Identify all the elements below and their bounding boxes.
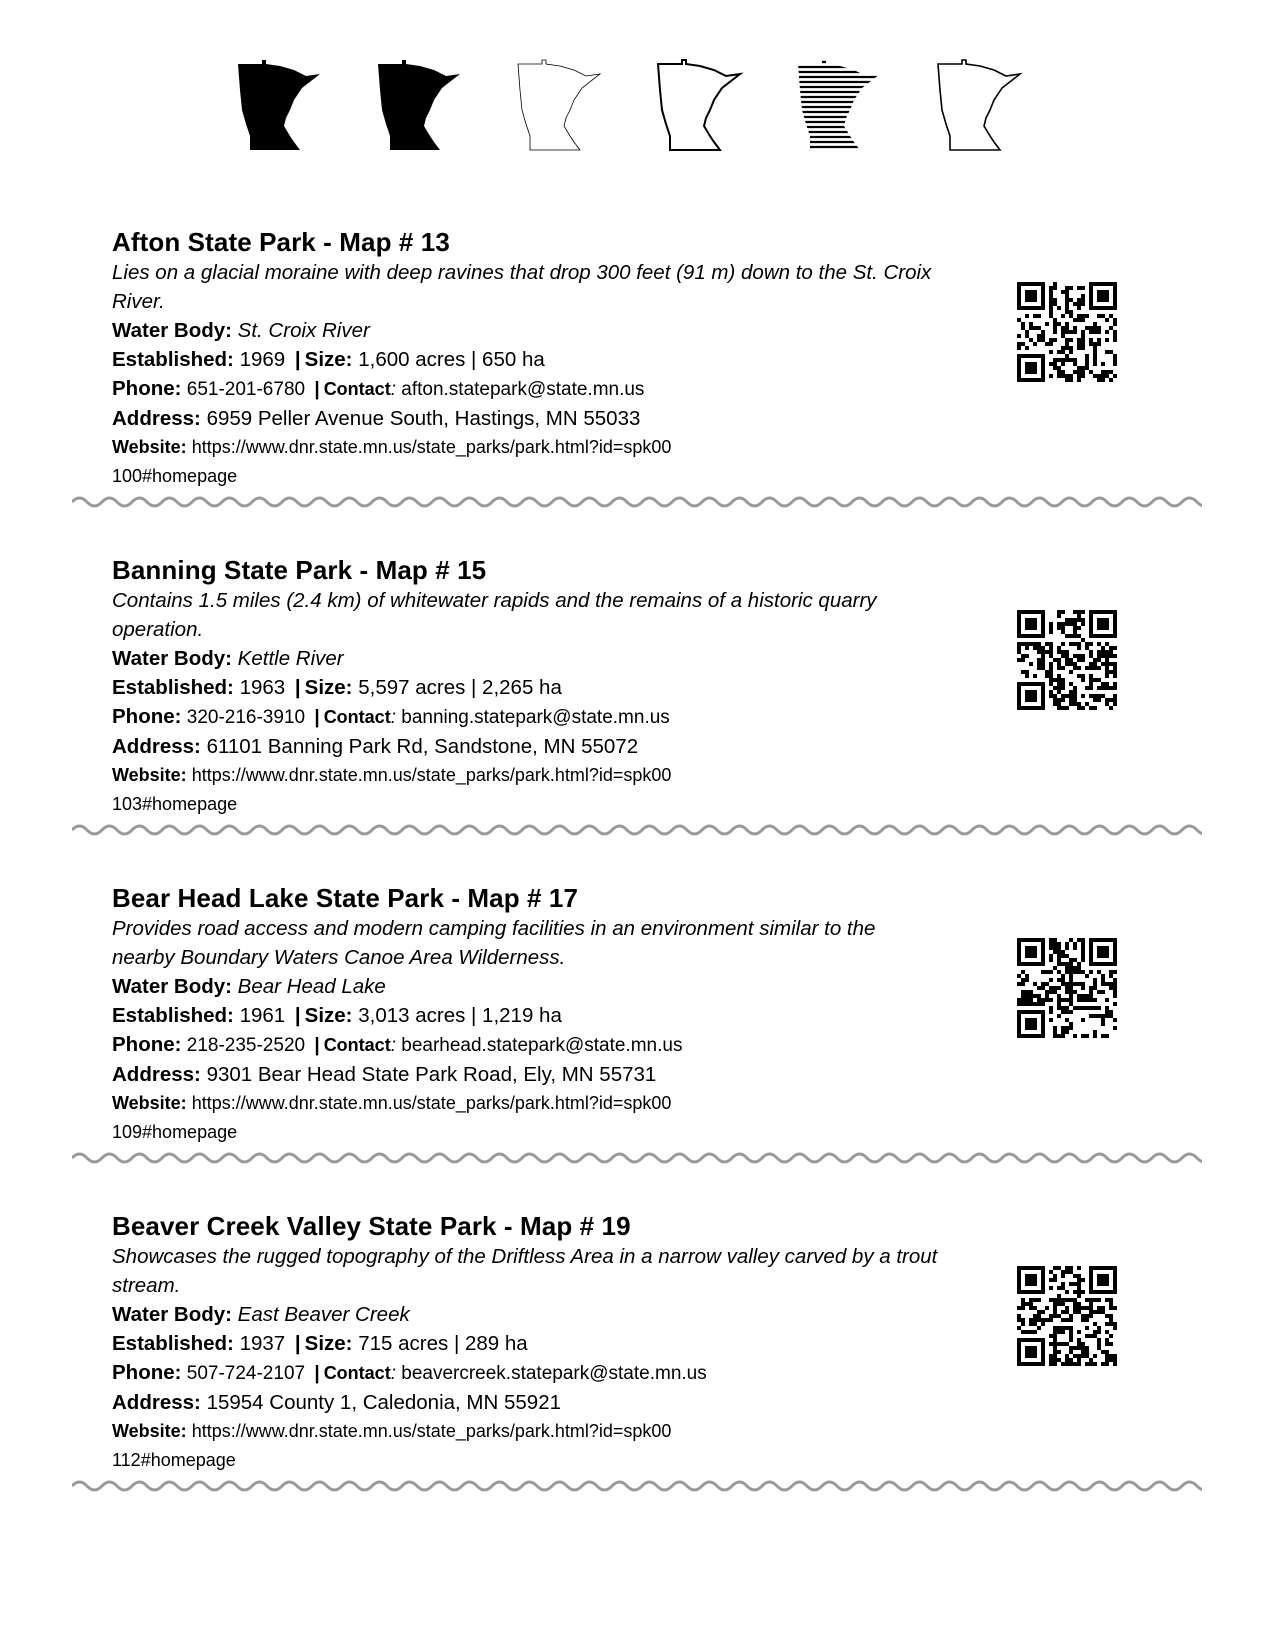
address-row xyxy=(112,732,1122,761)
website-link[interactable]: https://www.dnr.state.mn.us/state_parks/park.html?id=spk00103#homepage xyxy=(112,765,672,814)
park-title: Banning State Park - Map # 15 xyxy=(112,555,487,585)
water-body-value: St. Croix River xyxy=(237,319,370,342)
phone-value: 507-724-2107 xyxy=(186,1363,306,1384)
water-body-row xyxy=(112,972,1122,1001)
address-row xyxy=(112,404,1122,433)
minnesota-striped-icon xyxy=(796,50,896,160)
minnesota-outline-icon xyxy=(936,50,1036,160)
address-value: 6959 Peller Avenue South, Hastings, MN 55033 xyxy=(206,407,641,430)
contact-email-link[interactable]: beavercreek.statepark@state.mn.us xyxy=(401,1363,707,1384)
phone-label: Phone: xyxy=(112,1361,182,1384)
address-label: Address: xyxy=(112,407,201,430)
water-body-value: East Beaver Creek xyxy=(237,1303,410,1326)
size-label: Size: xyxy=(304,676,353,699)
contact-label: Contact xyxy=(323,379,391,399)
wave-divider xyxy=(72,1148,1202,1168)
established-label: Established: xyxy=(112,348,234,371)
water-body-value: Kettle River xyxy=(237,647,344,670)
phone-row: Phone: 218-235-2520 | Contact: bearhead.statepark@state.mn.us xyxy=(112,1033,683,1056)
contact-label: Contact xyxy=(323,707,391,727)
qr-code-icon xyxy=(1017,938,1117,1038)
phone-value: 218-235-2520 xyxy=(186,1035,306,1056)
water-body-row xyxy=(112,316,1122,345)
contact-email-link[interactable]: bearhead.statepark@state.mn.us xyxy=(401,1035,683,1056)
separator: | xyxy=(314,379,320,400)
water-body-label: Water Body: xyxy=(112,975,232,998)
phone-value: 320-216-3910 xyxy=(186,707,306,728)
established-label: Established: xyxy=(112,1332,234,1355)
size-value: 3,013 acres | 1,219 ha xyxy=(358,1004,562,1027)
established-row xyxy=(112,1001,1122,1030)
wave-divider xyxy=(72,1476,1202,1496)
website-row xyxy=(112,1417,672,1475)
phone-label: Phone: xyxy=(112,377,182,400)
size-label: Size: xyxy=(304,348,353,371)
website-link[interactable]: https://www.dnr.state.mn.us/state_parks/park.html?id=spk00100#homepage xyxy=(112,437,672,486)
size-label: Size: xyxy=(304,1004,353,1027)
phone-label: Phone: xyxy=(112,705,182,728)
water-body-label: Water Body: xyxy=(112,647,232,670)
address-label: Address: xyxy=(112,735,201,758)
website-link[interactable]: https://www.dnr.state.mn.us/state_parks/park.html?id=spk00112#homepage xyxy=(112,1421,672,1470)
phone-row: Phone: 507-724-2107 | Contact: beavercreek.statepark@state.mn.us xyxy=(112,1361,707,1384)
established-value: 1963 xyxy=(239,676,286,699)
qr-code[interactable] xyxy=(1017,610,1117,710)
minnesota-solid-icon xyxy=(236,50,336,160)
separator: | xyxy=(294,676,301,699)
qr-code[interactable] xyxy=(1017,1266,1117,1366)
qr-code[interactable] xyxy=(1017,938,1117,1038)
established-row xyxy=(112,1329,1122,1358)
qr-code[interactable] xyxy=(1017,282,1117,382)
established-row xyxy=(112,345,1122,374)
address-row xyxy=(112,1060,1122,1089)
wave-divider xyxy=(72,492,1202,512)
qr-code-icon xyxy=(1017,1266,1117,1366)
phone-row: Phone: 320-216-3910 | Contact: banning.statepark@state.mn.us xyxy=(112,705,670,728)
water-body-row xyxy=(112,1300,1122,1329)
website-link[interactable]: https://www.dnr.state.mn.us/state_parks/park.html?id=spk00109#homepage xyxy=(112,1093,672,1142)
park-description: Provides road access and modern camping facilities in an environment similar to the nearby Boundary Waters Canoe Area Wilderness. xyxy=(112,917,876,969)
park-description: Lies on a glacial moraine with deep ravines that drop 300 feet (91 m) down to the St. Croix River. xyxy=(112,261,932,313)
header-icons xyxy=(236,50,1036,160)
water-body-value: Bear Head Lake xyxy=(237,975,386,998)
water-body-label: Water Body: xyxy=(112,1303,232,1326)
size-label: Size: xyxy=(304,1332,353,1355)
separator: | xyxy=(294,1332,301,1355)
wave-divider xyxy=(72,820,1202,840)
website-label: Website: xyxy=(112,765,187,785)
phone-value: 651-201-6780 xyxy=(186,379,306,400)
separator: | xyxy=(314,1035,320,1056)
established-value: 1969 xyxy=(239,348,286,371)
established-row xyxy=(112,673,1122,702)
minnesota-solid-icon xyxy=(376,50,476,160)
website-label: Website: xyxy=(112,1421,187,1441)
address-value: 15954 County 1, Caledonia, MN 55921 xyxy=(206,1391,561,1414)
size-value: 1,600 acres | 650 ha xyxy=(358,348,545,371)
phone-label: Phone: xyxy=(112,1033,182,1056)
water-body-row xyxy=(112,644,1122,673)
size-value: 715 acres | 289 ha xyxy=(358,1332,528,1355)
established-value: 1961 xyxy=(239,1004,286,1027)
separator: | xyxy=(314,1363,320,1384)
established-label: Established: xyxy=(112,676,234,699)
park-entry xyxy=(112,226,1122,486)
established-label: Established: xyxy=(112,1004,234,1027)
park-entry xyxy=(112,1210,1122,1470)
qr-code-icon xyxy=(1017,282,1117,382)
park-description: Contains 1.5 miles (2.4 km) of whitewater rapids and the remains of a historic quarry operation. xyxy=(112,589,877,641)
website-row xyxy=(112,761,672,819)
separator: | xyxy=(294,1004,301,1027)
established-value: 1937 xyxy=(239,1332,286,1355)
minnesota-thin-outline-icon xyxy=(516,50,616,160)
separator: | xyxy=(294,348,301,371)
address-value: 61101 Banning Park Rd, Sandstone, MN 55072 xyxy=(206,735,639,758)
park-entry xyxy=(112,554,1122,814)
park-description: Showcases the rugged topography of the Driftless Area in a narrow valley carved by a trout stream. xyxy=(112,1245,938,1297)
address-label: Address: xyxy=(112,1391,201,1414)
qr-code-icon xyxy=(1017,610,1117,710)
phone-row: Phone: 651-201-6780 | Contact: afton.statepark@state.mn.us xyxy=(112,377,645,400)
contact-label: Contact xyxy=(323,1363,391,1383)
park-entry xyxy=(112,882,1122,1142)
contact-label: Contact xyxy=(323,1035,391,1055)
size-value: 5,597 acres | 2,265 ha xyxy=(358,676,562,699)
website-label: Website: xyxy=(112,437,187,457)
address-label: Address: xyxy=(112,1063,201,1086)
separator: | xyxy=(314,707,320,728)
contact-email-link[interactable]: afton.statepark@state.mn.us xyxy=(401,379,645,400)
contact-email-link[interactable]: banning.statepark@state.mn.us xyxy=(401,707,670,728)
park-title: Bear Head Lake State Park - Map # 17 xyxy=(112,883,579,913)
website-row xyxy=(112,1089,672,1147)
water-body-label: Water Body: xyxy=(112,319,232,342)
park-title: Afton State Park - Map # 13 xyxy=(112,227,450,257)
website-label: Website: xyxy=(112,1093,187,1113)
website-row xyxy=(112,433,672,491)
park-title: Beaver Creek Valley State Park - Map # 19 xyxy=(112,1211,631,1241)
address-row xyxy=(112,1388,1122,1417)
minnesota-outline-icon xyxy=(656,50,756,160)
address-value: 9301 Bear Head State Park Road, Ely, MN 55731 xyxy=(206,1063,657,1086)
